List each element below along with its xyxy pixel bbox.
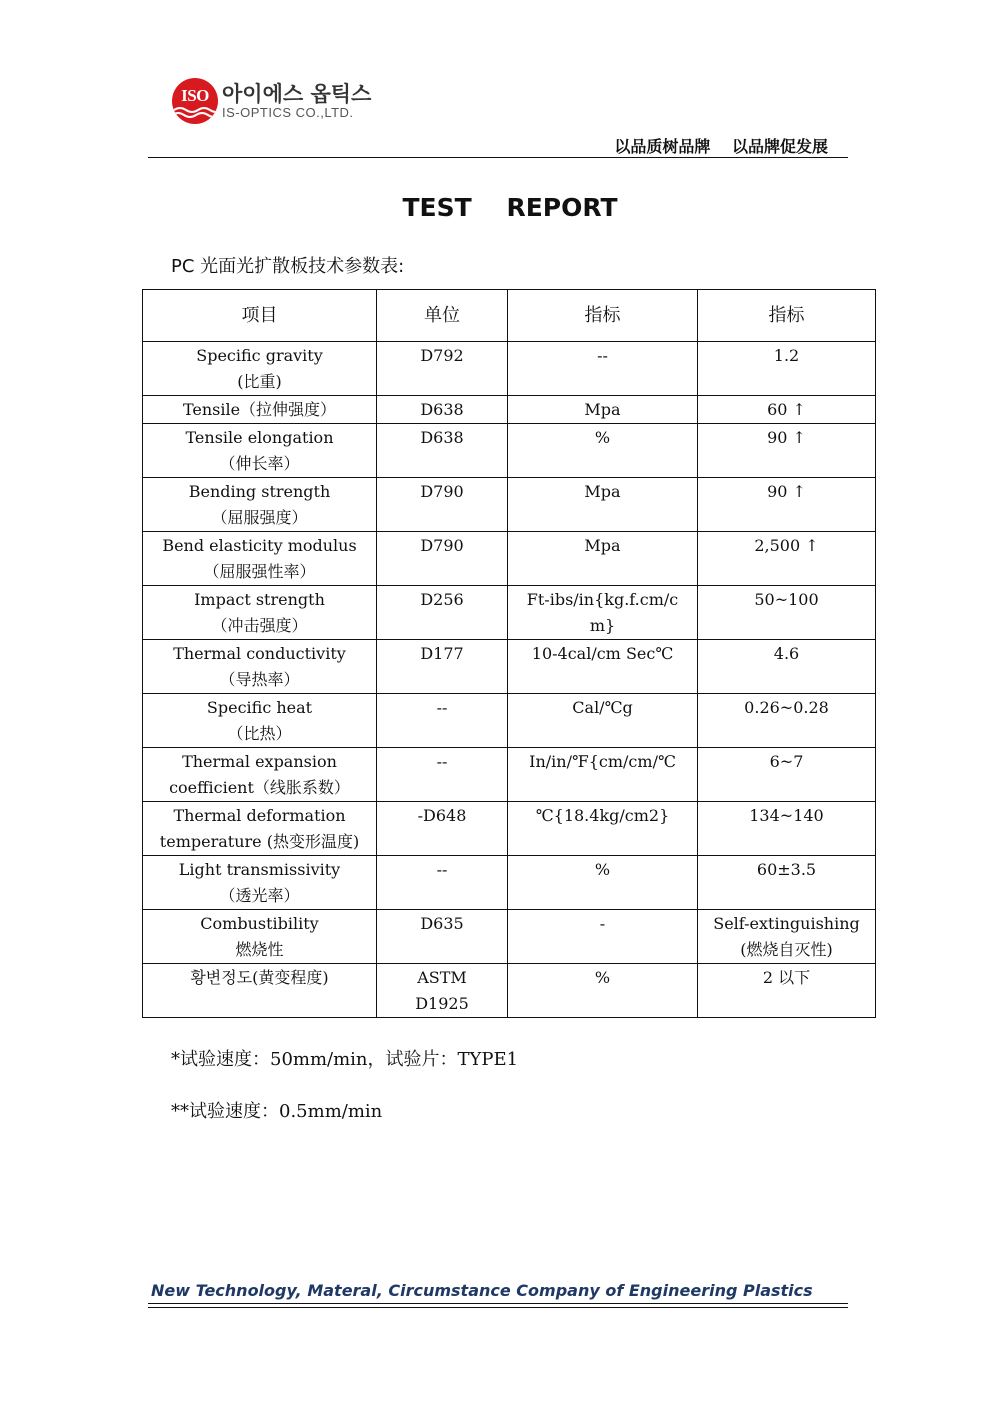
- table-header-row: [143, 290, 876, 342]
- header-rule: [148, 157, 848, 158]
- table-row: [143, 694, 876, 748]
- row-value: 1.2: [698, 342, 876, 396]
- logo-korean-name: 아이에스 옵틱스: [222, 82, 372, 106]
- table-row: [143, 964, 876, 1018]
- row-unit: 10-4cal/cm Sec℃: [508, 640, 698, 694]
- row-unit: -: [508, 910, 698, 964]
- company-logo: [172, 76, 382, 124]
- row-value: 2 以下: [698, 964, 876, 1018]
- row-value: 134~140: [698, 802, 876, 856]
- table-row: [143, 424, 876, 478]
- row-standard: D792: [377, 342, 508, 396]
- table-row: [143, 640, 876, 694]
- row-value: Self-extinguishing (燃烧自灭性): [698, 910, 876, 964]
- row-value: 6~7: [698, 748, 876, 802]
- row-value: 2,500 ↑: [698, 532, 876, 586]
- table-row: [143, 478, 876, 532]
- row-item: Specific heat （比热）: [143, 694, 377, 748]
- row-standard: --: [377, 748, 508, 802]
- row-unit: Mpa: [508, 478, 698, 532]
- table-body: [143, 342, 876, 1018]
- table-row: [143, 342, 876, 396]
- row-item: 황변정도(黄变程度): [143, 964, 377, 1018]
- row-unit: Mpa: [508, 396, 698, 424]
- row-item: Tensile elongation （伸长率）: [143, 424, 377, 478]
- table-row: [143, 396, 876, 424]
- header-item: 项目: [143, 290, 377, 342]
- row-item: Thermal conductivity （导热率）: [143, 640, 377, 694]
- row-unit: %: [508, 964, 698, 1018]
- footer-tagline: New Technology, Materal, Circumstance Company of Engineering Plastics: [151, 1281, 813, 1300]
- row-value: 60 ↑: [698, 396, 876, 424]
- row-standard: ASTM D1925: [377, 964, 508, 1018]
- row-standard: D638: [377, 424, 508, 478]
- footer-rule-double: [148, 1307, 848, 1308]
- header-indicator: 指标: [508, 290, 698, 342]
- table-row: [143, 586, 876, 640]
- row-value: 0.26~0.28: [698, 694, 876, 748]
- row-standard: --: [377, 856, 508, 910]
- row-unit: Cal/℃g: [508, 694, 698, 748]
- row-unit: ℃{18.4kg/cm2}: [508, 802, 698, 856]
- row-item: Combustibility 燃烧性: [143, 910, 377, 964]
- row-unit: In/in/℉{cm/cm/℃: [508, 748, 698, 802]
- row-standard: D256: [377, 586, 508, 640]
- row-unit: Ft-ibs/in{kg.f.cm/c m}: [508, 586, 698, 640]
- table-caption: PC 光面光扩散板技术参数表:: [171, 256, 405, 277]
- row-item: Tensile（拉伸强度）: [143, 396, 377, 424]
- logo-english-name: IS-OPTICS CO.,LTD.: [222, 105, 354, 120]
- iso-logo-mark: [172, 78, 218, 124]
- header-indicator-value: 指标: [698, 290, 876, 342]
- row-unit: %: [508, 424, 698, 478]
- table-row: [143, 802, 876, 856]
- row-value: 60±3.5: [698, 856, 876, 910]
- table-row: [143, 910, 876, 964]
- row-standard: --: [377, 694, 508, 748]
- row-value: 4.6: [698, 640, 876, 694]
- row-item: Thermal deformation temperature (热变形温度): [143, 802, 377, 856]
- row-standard: D638: [377, 396, 508, 424]
- row-standard: D177: [377, 640, 508, 694]
- spec-table: [142, 289, 876, 1018]
- row-item: Bending strength （屈服强度）: [143, 478, 377, 532]
- row-unit: %: [508, 856, 698, 910]
- row-item: Impact strength （冲击强度）: [143, 586, 377, 640]
- header-slogan: 以品质树品牌 以品牌促发展: [614, 137, 828, 156]
- test-speed-note: *试验速度：50mm/min，试验片：TYPE1: [171, 1049, 519, 1070]
- row-standard: -D648: [377, 802, 508, 856]
- row-item: Specific gravity (比重): [143, 342, 377, 396]
- row-standard: D635: [377, 910, 508, 964]
- row-standard: D790: [377, 532, 508, 586]
- page-title: TEST REPORT: [402, 193, 618, 222]
- row-value: 90 ↑: [698, 424, 876, 478]
- footer-rule: [148, 1303, 848, 1304]
- table-row: [143, 856, 876, 910]
- row-standard: D790: [377, 478, 508, 532]
- row-value: 50~100: [698, 586, 876, 640]
- row-unit: --: [508, 342, 698, 396]
- row-unit: Mpa: [508, 532, 698, 586]
- row-item: Light transmissivity （透光率）: [143, 856, 377, 910]
- wave-icon: [172, 106, 218, 124]
- row-item: Bend elasticity modulus （屈服强性率）: [143, 532, 377, 586]
- logo-mark-text: ISO: [181, 86, 209, 105]
- header-unit: 单位: [377, 290, 508, 342]
- row-item: Thermal expansion coefficient（线胀系数）: [143, 748, 377, 802]
- row-value: 90 ↑: [698, 478, 876, 532]
- test-speed-note-2: **试验速度：0.5mm/min: [171, 1101, 383, 1122]
- table-row: [143, 748, 876, 802]
- table-row: [143, 532, 876, 586]
